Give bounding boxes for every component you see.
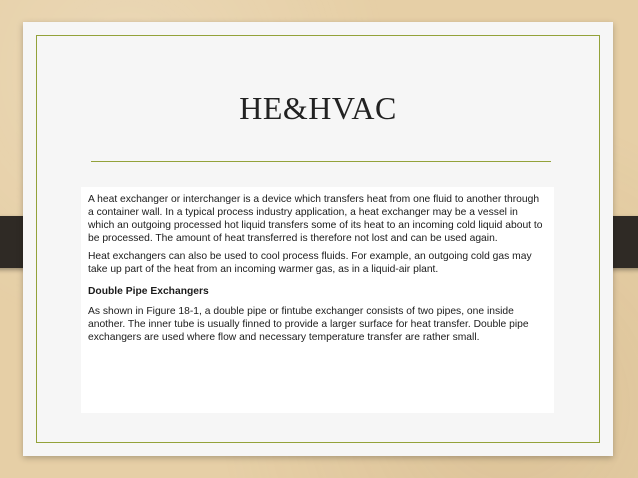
slide: [23, 22, 613, 456]
paragraph-double-pipe-description: As shown in Figure 18-1, a double pipe or fintube exchanger consists of two pipes, one inside another. The inner tube is usually finned to provide a larger surface for heat transfer. Double pipe exchangers are used where flow and necessary temperature transfer are rather small.: [88, 306, 529, 343]
slide-title: HE&HVAC: [239, 90, 397, 126]
document-excerpt: [81, 187, 554, 413]
section-heading-double-pipe: Double Pipe Exchangers: [88, 286, 209, 297]
paragraph-cooling-process-fluids: Heat exchangers can also be used to cool process fluids. For example, an outgoing cold gas may take up part of the heat from an incoming warmer gas, as in a liquid-air plant.: [88, 251, 532, 275]
title-underline: [91, 161, 551, 162]
paragraph-heat-exchanger-definition: A heat exchanger or interchanger is a device which transfers heat from one fluid to another through a container wall. In a typical process industry application, a heat exchanger may be a vessel in which an outgoing processed hot liquid transfers some of its heat to an incoming cold liquid about to be processed. The amount of heat transferred is therefore not lost and can be used again.: [88, 194, 543, 244]
